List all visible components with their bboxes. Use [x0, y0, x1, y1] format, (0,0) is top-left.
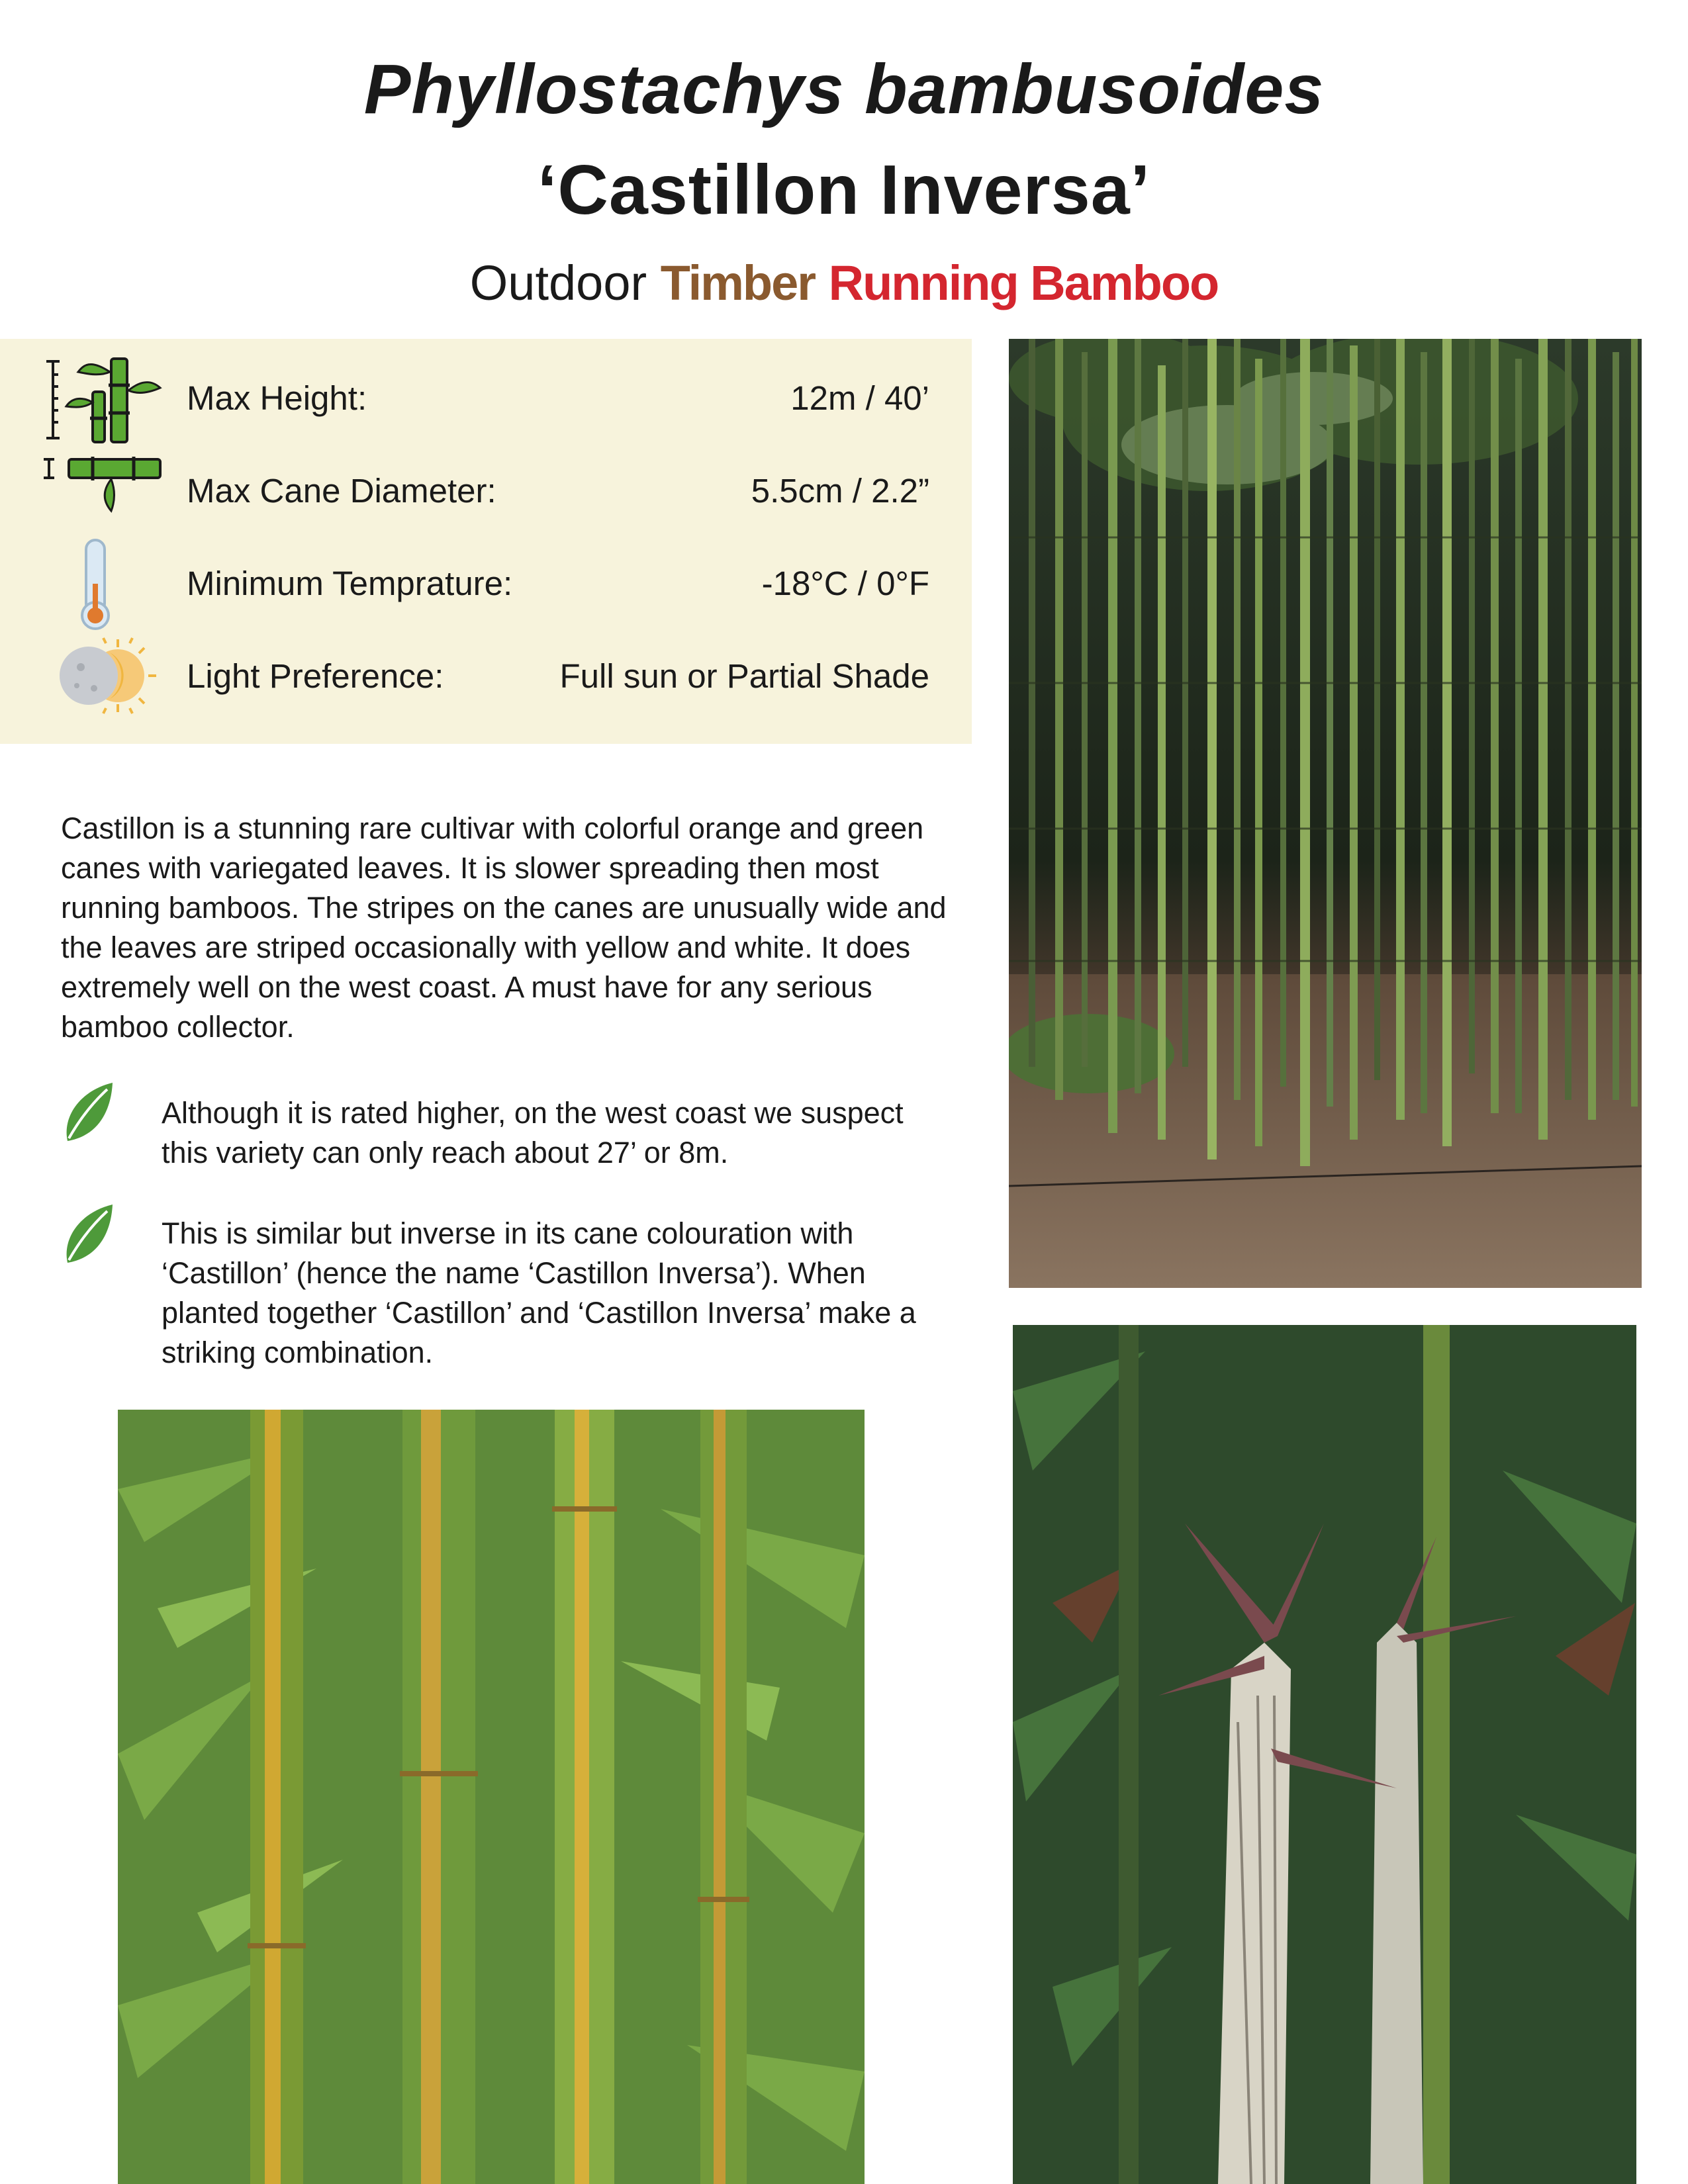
spec-label: Light Preference:	[187, 657, 444, 695]
spec-row-height	[0, 352, 972, 445]
note-text: This is similar but inverse in its cane colouration with ‘Castillon’ (hence the name ‘Castillon Inversa’). When planted together ‘Castillon’ and ‘Castillon Inversa’ make a striking combination.	[162, 1216, 916, 1369]
spec-box	[0, 339, 972, 744]
spec-label: Max Height:	[187, 379, 367, 417]
sun-shade-icon	[37, 630, 169, 723]
spec-value: 5.5cm / 2.2”	[751, 472, 929, 510]
bamboo-height-icon	[37, 352, 169, 445]
spec-label: Minimum Temprature:	[187, 565, 513, 602]
bamboo-grove-photo	[1009, 339, 1642, 1288]
subtitle-timber: Timber	[660, 255, 816, 310]
spec-row-diameter	[0, 445, 972, 537]
leaf-icon	[60, 1080, 117, 1146]
spec-value: 12m / 40’	[790, 379, 929, 417]
cane-diameter-icon	[37, 445, 169, 537]
description-paragraph: Castillon is a stunning rare cultivar with colorful orange and green canes with variegated leaves. It is slower spreading then most running bamboos. The stripes on the canes are unusually wide and the leaves are striped occasionally with yellow and white. It does extremely well on the west coast. A must have for any serious bamboo collector.	[61, 811, 947, 1044]
spec-label: Max Cane Diameter:	[187, 472, 496, 510]
spec-row-temperature	[0, 537, 972, 630]
leaf-icon	[60, 1202, 117, 1268]
subtitle-outdoor: Outdoor	[469, 255, 647, 310]
note-text: Although it is rated higher, on the west coast we suspect this variety can only reach about 27’ or 8m.	[162, 1096, 904, 1169]
spec-row-light	[0, 630, 972, 723]
cane-closeup-photo	[118, 1410, 865, 2184]
cultivar-title: ‘Castillon Inversa’	[537, 151, 1151, 229]
spec-value: Full sun or Partial Shade	[559, 657, 929, 695]
subtitle-running-bamboo: Running Bamboo	[828, 255, 1219, 310]
species-title: Phyllostachys bambusoides	[363, 50, 1325, 128]
thermometer-icon	[37, 537, 169, 630]
category-subtitle	[0, 250, 1688, 316]
new-shoot-photo	[1013, 1325, 1636, 2184]
spec-value: -18°C / 0°F	[761, 565, 929, 602]
